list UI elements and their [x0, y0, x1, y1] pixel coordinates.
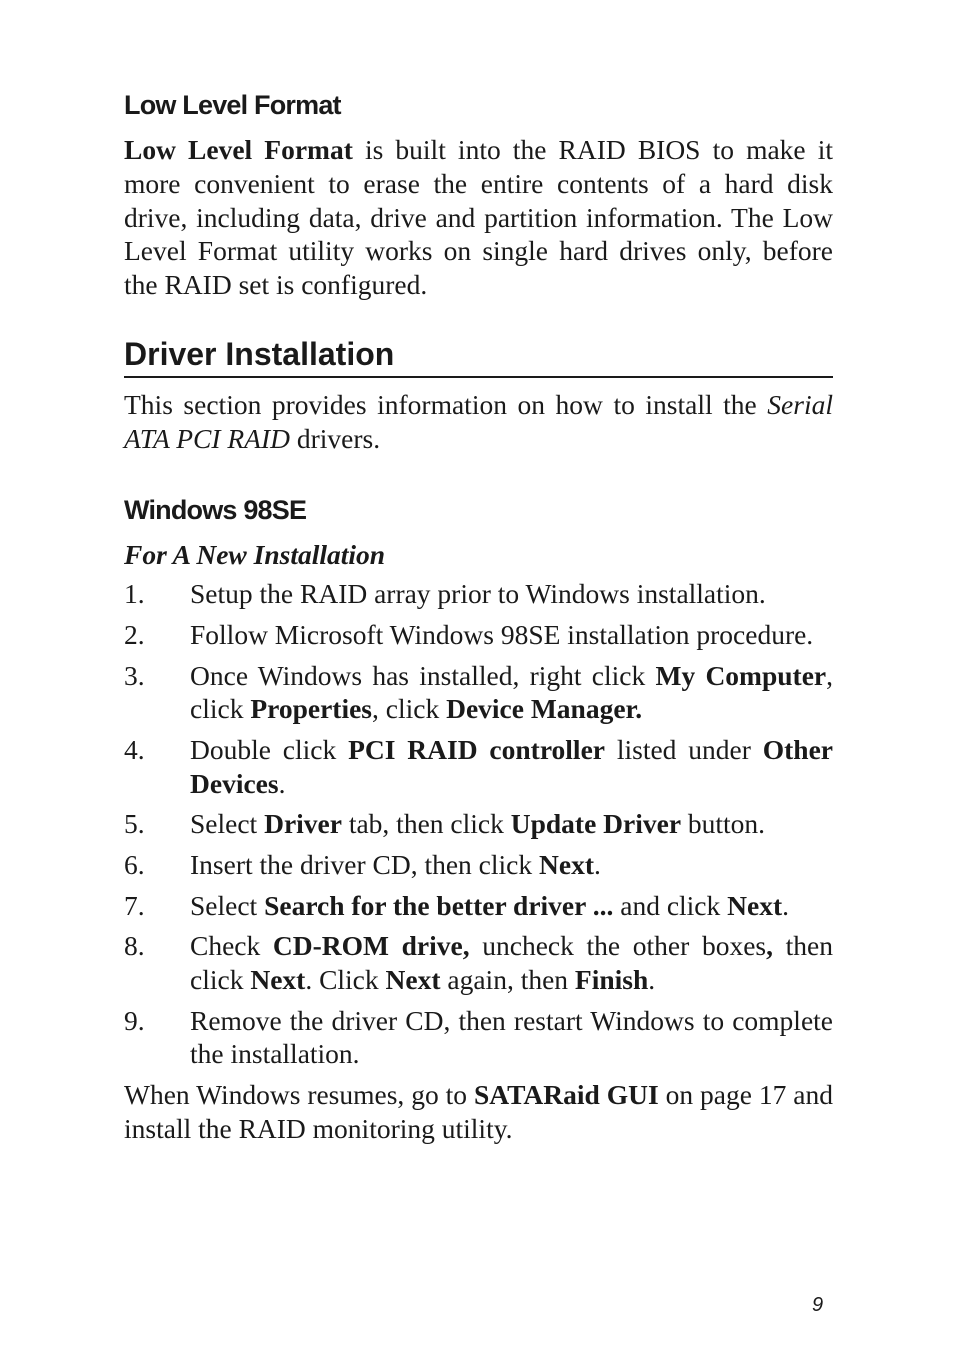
page-number: 9	[812, 1294, 824, 1316]
list-item	[124, 1004, 833, 1072]
section-heading-windows-98se: Windows 98SE	[124, 494, 307, 525]
driver-intro-paragraph	[124, 388, 833, 456]
step-bold-term: ,	[766, 930, 773, 962]
driver-intro-suffix: drivers.	[290, 422, 381, 454]
step-bold-term: Update Driver	[510, 808, 682, 840]
term-sataraid-gui: SATARaid GUI	[473, 1078, 659, 1110]
closing-paragraph	[124, 1078, 833, 1146]
list-item	[124, 929, 833, 997]
step-text: Remove the driver CD, then restart Windows to complete the installation.	[190, 1004, 833, 1070]
step-bold-term: Properties	[250, 693, 372, 725]
step-bold-term: CD-ROM drive,	[272, 930, 470, 962]
step-text: Select	[190, 889, 265, 921]
step-bold-term: Driver	[264, 808, 342, 840]
step-bold-term: My Computer	[655, 659, 827, 691]
step-number: 6.	[124, 848, 145, 880]
step-text: again, then	[440, 963, 575, 995]
step-text: . Click	[305, 963, 386, 995]
driver-intro-product: Serial ATA PCI RAID	[124, 388, 833, 454]
list-item	[124, 659, 833, 727]
step-text: Setup the RAID array prior to Windows installation.	[190, 578, 766, 610]
step-number: 8.	[124, 930, 145, 962]
step-bold-term: Other Devices	[190, 733, 833, 799]
list-item	[124, 889, 833, 923]
installation-steps-list	[124, 577, 833, 1071]
step-number: 9.	[124, 1004, 145, 1036]
subheading-new-installation: For A New Installation	[124, 538, 386, 570]
document-page	[124, 88, 833, 1146]
step-bold-term: Device Manager.	[446, 693, 643, 725]
step-bold-term: Next	[385, 963, 441, 995]
step-number: 2.	[124, 618, 145, 650]
step-bold-term: Next	[250, 963, 306, 995]
step-text: Select	[190, 808, 265, 840]
low-level-format-paragraph	[124, 133, 833, 302]
step-text: .	[782, 889, 789, 921]
step-text: , click	[372, 693, 447, 725]
step-number: 3.	[124, 659, 145, 691]
step-text: , click	[190, 659, 833, 725]
closing-suffix: on page 17 and install the RAID monitoring utility.	[124, 1078, 833, 1144]
step-text: listed under	[605, 733, 763, 765]
closing-text: When Windows resumes, go to	[124, 1078, 474, 1110]
term-low-level-format: Low Level Format	[124, 134, 353, 165]
list-item	[124, 577, 833, 611]
driver-intro-text: This section provides information on how to install the	[124, 388, 768, 420]
step-bold-term: Search for the better driver ...	[264, 889, 614, 921]
step-text: Insert the driver CD, then click	[190, 848, 539, 880]
list-item	[124, 807, 833, 841]
step-text: .	[593, 848, 601, 880]
step-text: then click	[190, 930, 833, 995]
step-text: Double click	[190, 733, 349, 765]
step-text: Check	[190, 930, 273, 962]
step-number: 7.	[124, 889, 145, 921]
step-text: and click	[613, 889, 728, 921]
step-bold-term: PCI RAID controller	[348, 733, 605, 765]
step-bold-term: Next	[727, 889, 783, 921]
step-bold-term: Finish	[574, 963, 649, 995]
step-text: Once Windows has installed, right click	[190, 659, 656, 691]
section-heading-driver-installation: Driver Installation	[124, 335, 833, 378]
list-item	[124, 848, 833, 882]
step-number: 5.	[124, 808, 145, 840]
section-heading-low-level-format: Low Level Format	[124, 90, 341, 120]
step-text: Follow Microsoft Windows 98SE installation procedure.	[190, 618, 814, 650]
step-text: button.	[681, 808, 766, 840]
low-level-format-body: is built into the RAID BIOS to make it more convenient to erase the entire contents of a hard disk drive, including data, drive and partition information. The Low Level Format utility works on single hard drives only, before the RAID set is configured.	[124, 134, 833, 301]
step-text: tab, then click	[341, 808, 511, 840]
step-text: .	[278, 767, 286, 799]
step-text: uncheck the other boxes	[469, 930, 767, 962]
list-item	[124, 733, 833, 801]
step-number: 1.	[124, 578, 145, 610]
step-text: .	[648, 963, 656, 995]
list-item	[124, 618, 833, 652]
step-number: 4.	[124, 733, 145, 765]
step-bold-term: Next	[539, 848, 594, 880]
